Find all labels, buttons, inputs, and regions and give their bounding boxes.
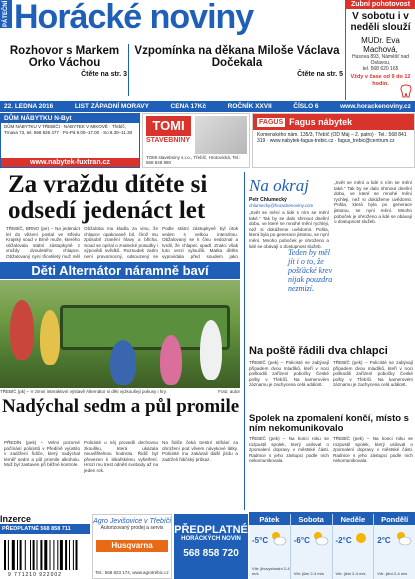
furniture-ad-head: DŮM NÁBYTKU N-Byt	[1, 114, 139, 123]
photo-child	[40, 310, 60, 365]
subscription-ad-phone: 568 858 720	[183, 548, 239, 559]
barcode-number: 9 771210 922002	[8, 572, 62, 578]
fagus-logo: FAGUS	[259, 118, 284, 126]
barcode-bar	[76, 540, 78, 570]
dental-emergency-address: Husova 893, Náměšť nad Oslavou,	[352, 54, 409, 66]
photo-caption	[0, 389, 240, 394]
barcode-bar	[57, 540, 58, 570]
barcode-bar	[37, 540, 38, 570]
dental-emergency-phone: tel. 568 620 165	[362, 66, 399, 72]
sun-cloud-icon	[269, 530, 287, 546]
barcode-bar	[25, 540, 26, 570]
kids-photo	[0, 280, 240, 388]
weather-note: Vítr: jižní 2-4 m/s	[293, 571, 324, 576]
sun-cloud-icon	[394, 530, 412, 546]
fagus-title: Fagus nábytek	[289, 117, 353, 127]
column-divider	[244, 172, 245, 510]
column-author: Petr Chlumecký	[249, 197, 287, 203]
husqvarna-badge: Husqvarna	[96, 540, 168, 552]
barcode-bar	[65, 540, 67, 570]
association-body-col2: TŘEBÍČ (pek) – Na konci roku se rozpustil spolek, který usiloval o zpomalení dopravy v městské části. Radnice s jeho zástupci podle nich nekomunikovala.	[333, 436, 413, 464]
weather-temp: -6°C	[293, 536, 310, 545]
sun-icon	[352, 530, 370, 546]
barcode-bar	[50, 540, 51, 570]
weather-forecast	[249, 512, 415, 579]
weather-day-name: Sobota	[291, 514, 332, 525]
weather-day-name: Neděle	[333, 514, 374, 525]
postoffice-body-col1: TŘEBÍČ (pek) – Policisté se zabývají případem dvou mladíků, kteří v noci poškodili zařízení pobočky České pošty v Třebíči. Na kamerovém záznamu je zachycena celá událost.	[249, 360, 329, 388]
sun-cloud-icon	[311, 530, 329, 546]
tomi-sub: STAVEBNINY	[146, 137, 191, 144]
barcode-bar	[33, 540, 35, 570]
furniture-ad[interactable]	[0, 113, 140, 168]
postoffice-headline[interactable]: Na poště řádili dva chlapci	[249, 345, 388, 357]
weather-note: Vítr: jižní 2-4 m/s	[377, 571, 408, 576]
promo-memorial[interactable]	[131, 45, 343, 97]
postoffice-body-col2: TŘEBÍČ (pek) – Policisté se zabývají případem dvou mladíků, kteří v noci poškodili zařízení pobočky České pošty v Třebíči. Na kamerovém záznamu je zachycena celá událost.	[333, 360, 413, 388]
region-label: LIST ZÁPADNÍ MORAVY	[74, 103, 149, 110]
lead-headline[interactable]: Za vraždu dítěte si odsedí jedenáct let	[8, 171, 208, 224]
barcode-bar	[53, 540, 54, 570]
photo-credit: Foto: autor	[218, 389, 240, 394]
weather-note: Vítr: jižní 2-4 m/s	[335, 571, 366, 576]
subscription-phone-bar[interactable]: PŘEDPLATNÉ 568 858 711	[0, 524, 90, 534]
weather-temp: -2°C	[335, 536, 352, 545]
association-headline[interactable]: Spolek na zpomalení končí, místo s ním nekomunikovalo	[249, 413, 409, 434]
promo-memorial-read-on: Čtěte na str. 5	[297, 71, 343, 78]
photo-caption-text: TŘEBÍČ (pk) – V zimní interaktivní výstavě Alternátor si děti vyzkoušejí pokusy i hry.	[0, 389, 167, 394]
weather-day-name: Pondělí	[374, 514, 415, 525]
column-email[interactable]: chlumecky@horackenoviny.com	[249, 203, 314, 208]
fagus-ad-head	[253, 114, 414, 130]
tomi-address: TOMI stavebniny s.r.o., Třebíč, Hrotovická, Tel.: 568 848 880	[146, 155, 241, 165]
promo-divider	[128, 44, 129, 96]
weather-temp: -5°C	[252, 536, 269, 545]
newspaper-logo[interactable]: Horácké noviny	[14, 0, 254, 36]
weather-temp: 2°C	[377, 536, 391, 545]
promo-memorial-title: Vzpomínka na děkana Miloše Václava Dočekala	[134, 45, 340, 69]
furniture-ad-url[interactable]: www.nabytek-fuxtran.cz	[1, 158, 139, 167]
barcode-bar	[69, 540, 70, 570]
association-body-col1: TŘEBÍČ (pek) – Na konci roku se rozpustil spolek, který usiloval o zpomalení dopravy v městské části. Radnice s jeho zástupci podle nich nekomunikovala.	[249, 436, 329, 464]
photo-child	[10, 300, 34, 360]
weather-day	[291, 514, 333, 579]
column-quote: Teden by měl jít i o to, že pošťácké krev nijak pouzdra nezmizí.	[288, 248, 333, 293]
lead-body-col2: Obžaloba mu kladla za vinu, že chlapce opakovaně bil, čímž mu způsobil zranění hlavy a břicha. Soud se opíral o znalecké posudky i výpovědi svědků. Rozsudek zatím není pravomocný, odsouzený se	[84, 226, 158, 259]
dental-emergency-note: Vždy v čase od 9 do 12 hodin.	[350, 74, 411, 87]
subscription-ad[interactable]	[174, 514, 248, 579]
barcode-bar	[4, 540, 6, 570]
weather-day	[374, 514, 415, 579]
subscription-ad-sub: HORÁCKÝCH NOVIN	[181, 536, 241, 542]
photo-child	[200, 320, 222, 380]
barcode-bar	[44, 540, 47, 570]
volume-label: ROČNÍK XXVII	[227, 103, 272, 110]
issue-number: ČÍSLO 6	[293, 103, 319, 110]
promo-interview-read-on: Čtěte na str. 3	[81, 71, 127, 78]
column-title: Na okraj	[249, 176, 309, 195]
barcode-bar	[60, 540, 63, 570]
tomi-logo: TOMI	[146, 116, 191, 136]
photo-story-headline[interactable]: Děti Alternátor náramně baví	[0, 262, 240, 279]
lead-body-col1: TŘEBÍČ, BRNO (pe) – Na jedenáct let do vězení poslal ve středu Krajský soud v Brně muže, kterého obžalovala státní zástupkyně z vraždy dvouletého chlapce. Obžalovaný nyní třicetiletý muž měl	[6, 226, 80, 259]
weather-day	[333, 514, 375, 579]
fagus-ad-text: Komenského nám. 135/3, Třebíč (OD Máj – 2. patro) · Tel.: 568 841 319 · www.nabytek-fagus-trebic.cz · fagus_trebic@centrum.cz	[257, 132, 407, 144]
second-headline[interactable]: Nadýchal sedm a půl promile	[2, 396, 240, 417]
promo-interview[interactable]	[2, 45, 127, 97]
furniture-ad-text: DŮM NÁBYTKU V TŘEBÍČI · NÁBYTEK V MIKOVĚ · Třebíč, Trnava 73, tel. 568 826 477 · Po-Pá 9.00–17.00 · So 8.30–11.30	[4, 124, 133, 135]
barcode-bar	[20, 540, 22, 570]
tomi-photo	[195, 116, 247, 154]
website-link[interactable]: www.horackenoviny.cz	[340, 103, 411, 110]
barcode-bar	[30, 540, 31, 570]
dental-emergency-box	[345, 0, 415, 100]
lead-body-col3: Podle státní zástupkyně byl útok veden s velkou intenzitou. Obžalovaný se k činu nedoznal a tvrdil, že chlapec upadl. Znalci však tuto verzi vyloučili. Matka dítěte vypovídala před soudem jako	[162, 226, 238, 259]
barcode-bar	[12, 540, 15, 570]
photo-child	[160, 335, 182, 385]
date-bar	[0, 101, 415, 112]
tooth-icon	[399, 84, 413, 98]
weather-day-name: Pátek	[249, 514, 290, 525]
barcode-bar	[17, 540, 18, 570]
second-body-col2: Policisté u něj provedli dechovou zkoušku, která ukázala neuvěřitelnou hodnotu. Řidič byl převezen k lékařskému vyšetření. Hrozí mu trest odnětí svobody až na jeden rok.	[84, 440, 158, 473]
column-body-right: „Svět se mění a lidé s ním se mění také.“ Tak by se dalo shrnout dnešní dobu, ve které se mnohé mění rychleji, než si dokážeme uvědomit. Pošta, která byla po generace jistotou, se nyní mění. Mnoho poboček je ohroženo a lidé se obávají o dostupnost služeb.	[334, 180, 412, 225]
promo-interview-title: Rozhovor s Markem Orko Váchou	[9, 45, 120, 69]
column-body: „Svět se mění a lidé s ním se mění také.“ Tak by se dalo shrnout dnešní dobu, ve které se mnohé mění rychleji, než si dokážeme uvědomit. Pošta, která byla po generace jistotou, se nyní mění. Mnoho poboček je ohroženo a lidé se obávají o dostupnost služeb.	[249, 210, 329, 249]
tomi-ad[interactable]	[142, 113, 250, 168]
dental-emergency-title: V sobotu i v neděli slouží	[350, 11, 411, 33]
barcode-bar	[40, 540, 42, 570]
subscription-ad-title: PŘEDPLATNÉ	[174, 524, 248, 536]
agro-ad-name: Agro Jevišovice v Třebíči	[93, 518, 171, 525]
dental-emergency-header: Zubní pohotovost	[346, 0, 415, 9]
second-body-col3: Na řidiče čeká trestní stíhání za ohrožení pod vlivem návykové látky. Policisté mu zakázali další jízdu a zadrželi řidičský průkaz.	[162, 440, 238, 462]
photo-child	[110, 340, 136, 385]
barcode-bar	[73, 540, 74, 570]
agro-ad-text: Autorizovaný prodej a servis	[100, 525, 164, 531]
price-label: CENA 17Kč	[170, 103, 207, 110]
barcode-bar	[8, 540, 9, 570]
weather-note: Vítr: jihovýchodní 2-4 m/s	[252, 566, 290, 576]
fagus-ad[interactable]	[252, 113, 415, 168]
ads-section-title: Inzerce	[0, 514, 32, 524]
day-tag: PÁTEČNÍ	[0, 0, 12, 28]
agro-ad-contact: Tel.: 568 823 174, www.agrotrebic.cz	[95, 570, 169, 575]
issue-date: 22. LEDNA 2016	[4, 103, 54, 110]
dental-emergency-doctor: MUDr. Eva Machová,	[361, 36, 400, 54]
second-body-col1: PŘEDÍN (pek) – Velmi pozorné počínání policistů v Předíně vyústilo v zadržení řidiče, který nadýchal téměř sedm a půl promile alkoholu. Muž byl zastaven při běžné kontrole.	[4, 440, 80, 468]
weather-day	[249, 514, 291, 579]
